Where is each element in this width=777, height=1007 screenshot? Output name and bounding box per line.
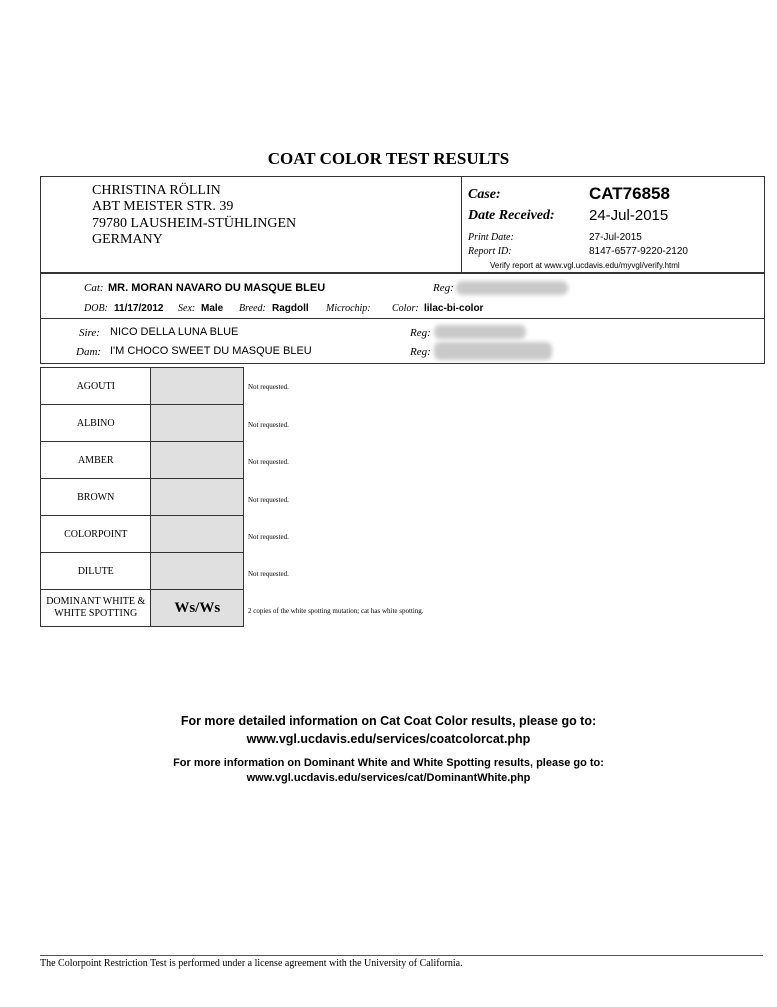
test-name-brown: BROWN [41, 479, 151, 516]
verify-link[interactable]: Verify report at www.vgl.ucdavis.edu/myvgl/verify.html [490, 261, 680, 270]
color-label: Color: [392, 303, 419, 314]
test-result-amber [151, 442, 244, 479]
case-label: Case: [468, 187, 501, 202]
test-name-colorpoint: COLORPOINT [41, 516, 151, 553]
info-dominant-white-text: For more information on Dominant White and White Spotting results, please go to: [173, 757, 604, 769]
table-row [41, 590, 244, 627]
print-date-label: Print Date: [468, 232, 514, 243]
test-name-dominant-white [41, 590, 151, 627]
test-name-dilute: DILUTE [41, 553, 151, 590]
test-name-line1: DOMINANT WHITE & [46, 596, 146, 607]
dam-reg-label: Reg: [410, 346, 431, 358]
dam-label: Dam: [76, 346, 102, 358]
table-row [41, 553, 244, 590]
sire-label: Sire: [79, 327, 100, 339]
table-row [41, 442, 244, 479]
header-divider [461, 176, 462, 273]
page-title: COAT COLOR TEST RESULTS [267, 149, 510, 168]
test-name-albino: ALBINO [41, 405, 151, 442]
test-result-albino [151, 405, 244, 442]
cat-reg-label: Reg: [433, 282, 454, 294]
sex-label: Sex: [178, 303, 196, 314]
info-dominant-white-url[interactable]: www.vgl.ucdavis.edu/services/cat/DominantWhite.php [246, 772, 531, 784]
test-name-amber: AMBER [41, 442, 151, 479]
color-value: lilac-bi-color [424, 303, 484, 314]
sire-value: NICO DELLA LUNA BLUE [110, 326, 239, 338]
breed-value: Ragdoll [272, 303, 309, 314]
report-id-value: 8147-6577-9220-2120 [589, 246, 688, 257]
redacted-dam-reg [434, 342, 552, 360]
note-albino: Not requested. [248, 421, 289, 429]
report-id-label: Report ID: [468, 246, 512, 257]
sire-reg-label: Reg: [410, 327, 431, 339]
owner-city: 79780 LAUSHEIM-STÜHLINGEN [92, 216, 297, 231]
redacted-sire-reg [434, 325, 526, 339]
cat-name: MR. MORAN NAVARO DU MASQUE BLEU [108, 282, 326, 294]
table-row [41, 479, 244, 516]
cat-label: Cat: [84, 282, 104, 294]
footer-divider [40, 955, 763, 956]
note-amber: Not requested. [248, 458, 289, 466]
info-coat-color-text: For more detailed information on Cat Coat Color results, please go to: [180, 714, 597, 728]
test-name-line2: WHITE SPOTTING [54, 608, 138, 619]
sex-value: Male [201, 303, 224, 314]
redacted-cat-reg [456, 281, 568, 295]
note-dominant-white: 2 copies of the white spotting mutation; cat has white spotting. [248, 607, 424, 615]
case-value: CAT76858 [589, 184, 670, 203]
results-table [40, 367, 244, 627]
test-result-dominant-white: Ws/Ws [151, 590, 244, 627]
dob-label: DOB: [84, 303, 108, 314]
info-coat-color-url[interactable]: www.vgl.ucdavis.edu/services/coatcolorcat.php [246, 732, 531, 746]
test-result-brown [151, 479, 244, 516]
dob-value: 11/17/2012 [114, 303, 164, 314]
date-received-label: Date Received: [468, 208, 555, 223]
note-colorpoint: Not requested. [248, 533, 289, 541]
microchip-label: Microchip: [326, 303, 371, 314]
date-received-value: 24-Jul-2015 [589, 207, 669, 224]
test-result-agouti [151, 368, 244, 405]
note-dilute: Not requested. [248, 570, 289, 578]
test-name-agouti: AGOUTI [41, 368, 151, 405]
dam-value: I'M CHOCO SWEET DU MASQUE BLEU [110, 345, 312, 357]
print-date-value: 27-Jul-2015 [589, 232, 642, 243]
note-brown: Not requested. [248, 496, 289, 504]
owner-street: ABT MEISTER STR. 39 [92, 199, 234, 214]
note-agouti: Not requested. [248, 383, 289, 391]
breed-label: Breed: [239, 303, 266, 314]
owner-name: CHRISTINA RÖLLIN [92, 183, 221, 198]
parents-box [40, 318, 765, 364]
table-row [41, 368, 244, 405]
table-row [41, 516, 244, 553]
footer-text: The Colorpoint Restriction Test is performed under a license agreement with the University of California. [40, 958, 463, 969]
table-row [41, 405, 244, 442]
owner-country: GERMANY [92, 232, 163, 247]
test-result-colorpoint [151, 516, 244, 553]
test-result-dilute [151, 553, 244, 590]
